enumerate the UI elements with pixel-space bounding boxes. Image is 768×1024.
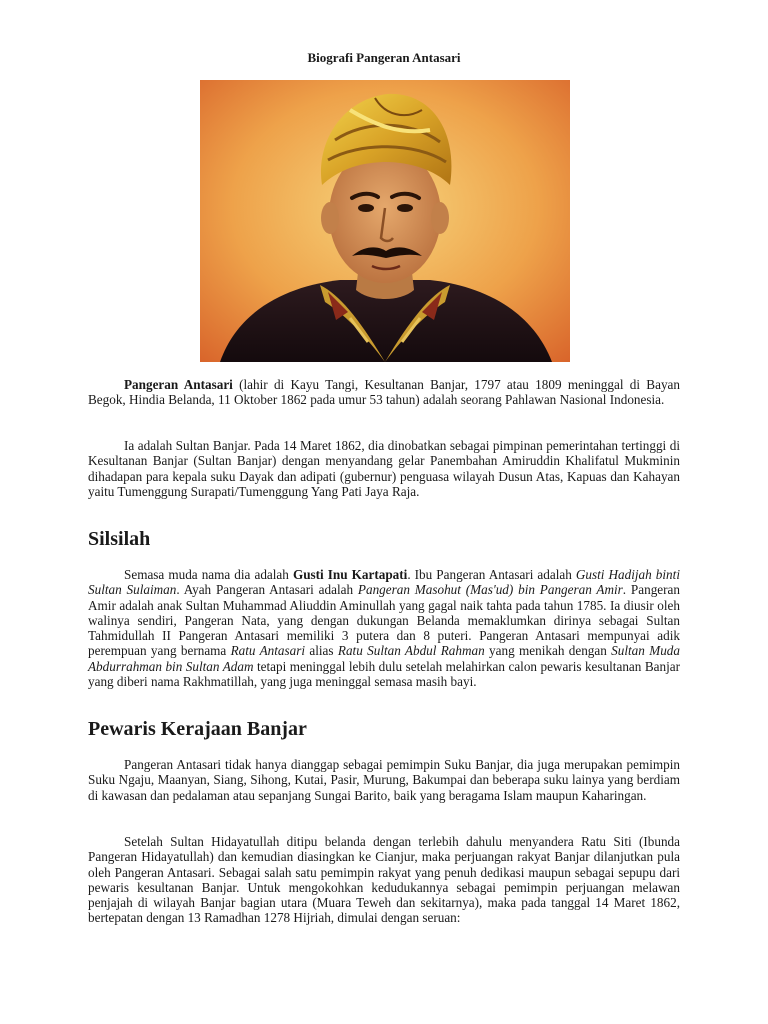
silsilah-bold-1: Gusti Inu Kartapati (292, 567, 408, 582)
pewaris-text-2: Setelah Sultan Hidayatullah ditipu belanda dengan terlebih dahulu menyandera Ratu Siti (Ibunda Pangeran Hidayatullah) dan kemudian diasingkan ke Cianjur, maka perjuangan rakyat Banjar dilanjutkan pula oleh Pangeran Antasari. Sebagai salah satu pemimpin rakyat yang penuh dedikasi maupun sebagai sepupu dari pewaris kesultanan Banjar. Untuk mengokohkan kedudukannya sebagai pemimpin perjuangan melawan penjajah di wilayah Banjar bagian utara (Muara Teweh dan sekitarnya), maka pada tanggal 14 Maret 1862, bertepatan dengan 13 Ramadhan 1278 Hijriah, dimulai dengan seruan: (88, 834, 680, 926)
pewaris-paragraph-2 (88, 834, 680, 926)
intro-text: (lahir di Kayu Tangi, Kesultanan Banjar, 1797 atau 1809 meninggal di Bayan Begok, Hindia Belanda, 11 Oktober 1862 pada umur 53 tahun) adalah seorang Pahlawan Nasional Indonesia. (88, 377, 680, 408)
heading-silsilah: Silsilah (88, 528, 151, 550)
silsilah-italic-5: Sultan Muda Abdurrahman bin Sultan Adam (88, 643, 680, 674)
heading-pewaris: Pewaris Kerajaan Banjar (88, 718, 307, 740)
silsilah-paragraph (88, 567, 680, 689)
sultan-text: Ia adalah Sultan Banjar. Pada 14 Maret 1862, dia dinobatkan sebagai pimpinan pemerintahan tertinggi di Kesultanan Banjar (Sultan Banjar) dengan menyandang gelar Panembahan Amiruddin Khalifatul Mukminin dihadapan para kepala suku Dayak dan adipati (gubernur) penguasa wilayah Dusun Atas, Kapuas dan Kahayan yaitu Tumenggung Surapati/Tumenggung Yang Pati Jaya Raja. (88, 438, 680, 499)
portrait-image (200, 80, 570, 362)
silsilah-text-5: alias (305, 643, 338, 659)
document-title: Biografi Pangeran Antasari (307, 50, 461, 65)
silsilah-italic-4: Ratu Sultan Abdul Rahman (337, 643, 485, 659)
silsilah-italic-1: Gusti Hadijah binti Sultan Sulaiman (88, 567, 680, 598)
silsilah-text-3: . Ayah Pangeran Antasari adalah (176, 582, 358, 598)
subject-name: Pangeran Antasari (124, 377, 233, 392)
sultan-paragraph (88, 438, 680, 499)
silsilah-italic-3: Ratu Antasari (230, 643, 306, 659)
pewaris-paragraph-1 (88, 757, 680, 803)
silsilah-text-4: . Pangeran Amir adalah anak Sultan Muhammad Aliuddin Aminullah yang gagal naik tahta pada tahun 1785. Ia diusir oleh walinya sendiri, Pangeran Nata, yang dengan dukungan Belanda memaklumkan dirinya sebagai Sultan Tahmidullah II Pangeran Antasari memiliki 3 putera dan 8 puteri. Pangeran Antasari mempunyai adik perempuan yang bernama (88, 582, 680, 659)
silsilah-italic-2: Pangeran Masohut (Mas'ud) bin Pangeran Amir (357, 582, 623, 598)
pewaris-text-1: Pangeran Antasari tidak hanya dianggap sebagai pemimpin Suku Banjar, dia juga merupakan pemimpin Suku Ngaju, Maanyan, Siang, Sihong, Kutai, Pasir, Murung, Bakumpai dan beberapa suku lainya yang berdiam di kawasan dan pedalaman atau sepanjang Sungai Barito, baik yang beragama Islam maupun Kaharingan. (88, 757, 680, 803)
silsilah-text-6: yang menikah dengan (484, 643, 612, 659)
silsilah-text-2: . Ibu Pangeran Antasari adalah (407, 567, 576, 582)
silsilah-text-7: tetapi meninggal lebih dulu setelah melahirkan calon pewaris kesultanan Banjar yang diberi nama Rakhmatillah, yang juga meninggal semasa masih bayi. (88, 658, 680, 690)
silsilah-text-1: Semasa muda nama dia adalah (124, 567, 293, 582)
intro-paragraph (88, 377, 680, 408)
